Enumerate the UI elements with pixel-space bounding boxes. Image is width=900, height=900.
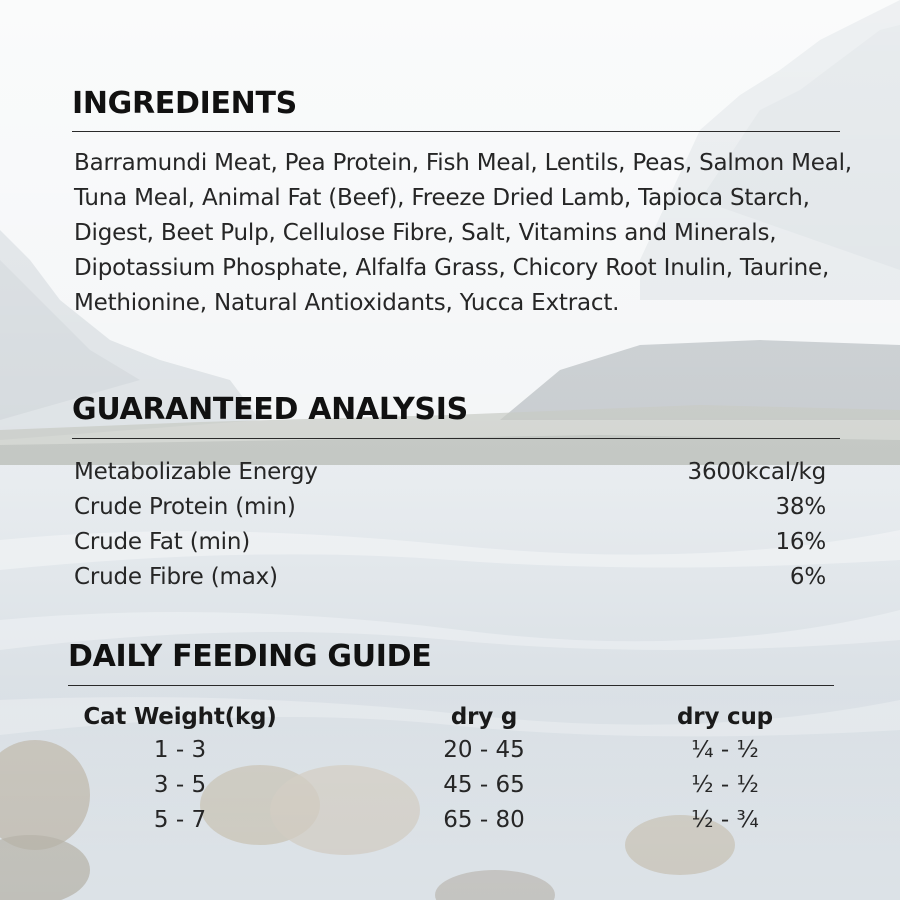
table-row: [70, 768, 830, 803]
ingredients-divider: [72, 131, 840, 132]
analysis-value: 6%: [789, 563, 826, 590]
feeding-title: DAILY FEEDING GUIDE: [68, 639, 432, 674]
cell-dry-g: 65 - 80: [443, 807, 525, 833]
analysis-row-fat: [74, 524, 826, 559]
analysis-label: Crude Fibre (max): [74, 563, 278, 590]
analysis-title: GUARANTEED ANALYSIS: [72, 392, 468, 427]
analysis-value: 3600kcal/kg: [687, 458, 826, 485]
header-cat-weight: Cat Weight(kg): [83, 704, 277, 730]
analysis-row-fibre: [74, 559, 826, 594]
analysis-value: 38%: [775, 493, 826, 520]
analysis-label: Crude Protein (min): [74, 493, 296, 520]
cell-dry-g: 45 - 65: [443, 772, 525, 798]
cell-weight: 3 - 5: [153, 772, 207, 798]
table-row: [70, 733, 830, 768]
analysis-row-energy: [74, 454, 826, 489]
cell-dry-cup: ½ - ½: [691, 772, 759, 798]
cell-weight: 1 - 3: [153, 737, 207, 763]
analysis-row-protein: [74, 489, 826, 524]
feeding-table-header: [70, 700, 830, 735]
cell-weight: 5 - 7: [153, 807, 207, 833]
analysis-value: 16%: [775, 528, 826, 555]
ingredients-title: INGREDIENTS: [72, 86, 297, 121]
header-dry-cup: dry cup: [677, 704, 773, 730]
cell-dry-cup: ¼ - ½: [691, 737, 759, 763]
header-dry-g: dry g: [450, 704, 518, 730]
analysis-label: Metabolizable Energy: [74, 458, 318, 485]
cell-dry-cup: ½ - ¾: [691, 807, 759, 833]
analysis-label: Crude Fat (min): [74, 528, 251, 555]
analysis-divider: [72, 438, 840, 439]
feeding-divider: [68, 685, 834, 686]
ingredients-text: Barramundi Meat, Pea Protein, Fish Meal, Lentils, Peas, Salmon Meal, Tuna Meal, Animal Fat (Beef), Freeze Dried Lamb, Tapioca Starch, Digest, Beet Pulp, Cellulose Fibre, Salt, Vitamins and Minerals, Dipotassium Phosphate, Alfalfa Grass, Chicory Root Inulin, Taurine, Methionine, Natural Antioxidants, Yucca Extract.: [74, 150, 852, 316]
table-row: [70, 803, 830, 838]
cell-dry-g: 20 - 45: [443, 737, 525, 763]
